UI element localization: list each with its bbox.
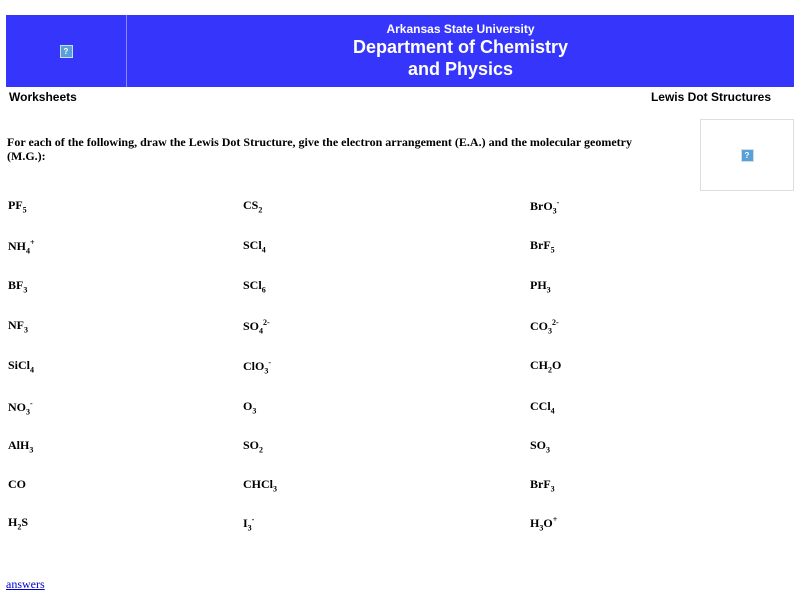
page-topic: Lewis Dot Structures bbox=[650, 90, 771, 104]
formula-item bbox=[8, 515, 28, 531]
university-name: Arkansas State University bbox=[386, 22, 535, 36]
formula-subscript: 3 bbox=[539, 523, 544, 533]
formula-item bbox=[243, 438, 263, 454]
formula-superscript: - bbox=[30, 399, 33, 408]
formula-subscript: 6 bbox=[261, 285, 266, 295]
formula-text: NF bbox=[8, 318, 24, 332]
formula-text: BrF bbox=[530, 477, 551, 491]
formula-superscript: 2- bbox=[552, 318, 559, 327]
formula-superscript: - bbox=[251, 515, 255, 524]
formula-text: CS bbox=[243, 198, 259, 212]
formula-subscript: 5 bbox=[22, 205, 27, 215]
formula-subscript: 3 bbox=[23, 285, 28, 295]
formula-item bbox=[243, 198, 262, 214]
formula-item bbox=[243, 399, 256, 415]
formula-item bbox=[8, 238, 35, 255]
formula-item bbox=[530, 515, 557, 532]
formula-superscript: + bbox=[30, 238, 35, 247]
formula-text: CO bbox=[8, 477, 26, 491]
formula-item bbox=[530, 198, 559, 215]
page-header bbox=[6, 15, 794, 87]
formula-item bbox=[530, 318, 559, 335]
formula-superscript: - bbox=[556, 198, 560, 207]
formula-text: I bbox=[243, 516, 248, 530]
formula-subscript: 3 bbox=[264, 366, 269, 376]
formula-item bbox=[243, 358, 271, 375]
formula-text: PH bbox=[530, 278, 547, 292]
formula-item bbox=[8, 477, 26, 492]
formula-subscript: 3 bbox=[552, 206, 557, 216]
formula-subscript: 2 bbox=[17, 522, 22, 532]
formula-item bbox=[8, 278, 27, 294]
department-name-line2: and Physics bbox=[407, 59, 514, 79]
formula-item bbox=[243, 515, 254, 532]
formula-superscript: + bbox=[552, 515, 558, 524]
formula-item bbox=[530, 399, 555, 415]
formula-text: S bbox=[21, 515, 29, 529]
formula-text: ClO bbox=[243, 359, 265, 373]
formula-text: H bbox=[8, 515, 18, 529]
logo-cell bbox=[6, 15, 127, 87]
formula-item bbox=[243, 318, 270, 335]
formula-subscript: 3 bbox=[26, 407, 30, 417]
department-name-line1: Department of Chemistry bbox=[352, 37, 569, 57]
formula-text: SO bbox=[530, 438, 547, 452]
formula-item bbox=[8, 358, 34, 374]
formula-text: SCl bbox=[243, 278, 262, 292]
formula-subscript: 3 bbox=[546, 445, 551, 455]
formula-text: NH bbox=[8, 239, 26, 253]
formula-item bbox=[530, 477, 555, 493]
instructions: For each of the following, draw the Lewis Dot Structure, give the electron arrangement (E.A.) and the molecular geometry (M.G.): bbox=[7, 135, 632, 163]
formula-subscript: 4 bbox=[26, 246, 30, 256]
formula-subscript: 4 bbox=[259, 326, 264, 336]
image-placeholder-icon: ? bbox=[741, 149, 754, 162]
formula-text: CO bbox=[530, 319, 548, 333]
formula-text: PF bbox=[8, 198, 23, 212]
formula-subscript: 4 bbox=[261, 245, 266, 255]
image-placeholder-icon: ? bbox=[60, 45, 73, 58]
formula-text: O bbox=[552, 358, 562, 372]
formula-subscript: 3 bbox=[273, 484, 277, 494]
formula-text: BrF bbox=[530, 238, 551, 252]
formula-subscript: 3 bbox=[29, 445, 34, 455]
formula-subscript: 3 bbox=[252, 406, 257, 416]
formula-item bbox=[8, 318, 28, 334]
formula-subscript: 3 bbox=[548, 326, 552, 336]
formula-text: AlH bbox=[8, 438, 30, 452]
formula-text: CHCl bbox=[243, 477, 273, 491]
formula-text: BrO bbox=[530, 199, 553, 213]
formula-subscript: 4 bbox=[30, 365, 35, 375]
formula-text: SO bbox=[243, 319, 260, 333]
formula-item bbox=[530, 278, 551, 294]
formula-subscript: 5 bbox=[550, 245, 555, 255]
formula-text: SCl bbox=[243, 238, 262, 252]
section-worksheets: Worksheets bbox=[9, 90, 77, 104]
formula-item bbox=[8, 438, 33, 454]
formula-subscript: 3 bbox=[546, 285, 551, 295]
formula-text: O bbox=[243, 399, 253, 413]
formula-subscript: 2 bbox=[258, 205, 263, 215]
formula-text: BF bbox=[8, 278, 24, 292]
formula-text: SO bbox=[243, 438, 260, 452]
formula-item bbox=[243, 238, 266, 254]
formula-item bbox=[243, 278, 266, 294]
formula-text: CH bbox=[530, 358, 548, 372]
formula-subscript: 4 bbox=[550, 406, 555, 416]
formula-superscript: 2- bbox=[263, 318, 270, 327]
formula-item bbox=[243, 477, 277, 493]
formula-item bbox=[8, 399, 33, 416]
formula-item bbox=[530, 238, 555, 254]
formula-text: NO bbox=[8, 400, 26, 414]
formula-item bbox=[8, 198, 27, 214]
formula-subscript: 3 bbox=[550, 484, 555, 494]
formula-item bbox=[530, 358, 561, 374]
formula-subscript: 3 bbox=[24, 325, 28, 335]
formula-superscript: - bbox=[268, 358, 272, 367]
header-title bbox=[127, 15, 794, 87]
formula-item bbox=[530, 438, 550, 454]
formula-subscript: 3 bbox=[247, 523, 252, 533]
side-image bbox=[700, 119, 794, 191]
formula-text: H bbox=[530, 516, 540, 530]
formula-text: CCl bbox=[530, 399, 551, 413]
formula-text: SiCl bbox=[8, 358, 31, 372]
formula-subscript: 2 bbox=[259, 445, 264, 455]
formula-subscript: 2 bbox=[548, 365, 552, 375]
answers-link[interactable]: answers bbox=[6, 577, 45, 591]
formula-text: O bbox=[543, 516, 553, 530]
